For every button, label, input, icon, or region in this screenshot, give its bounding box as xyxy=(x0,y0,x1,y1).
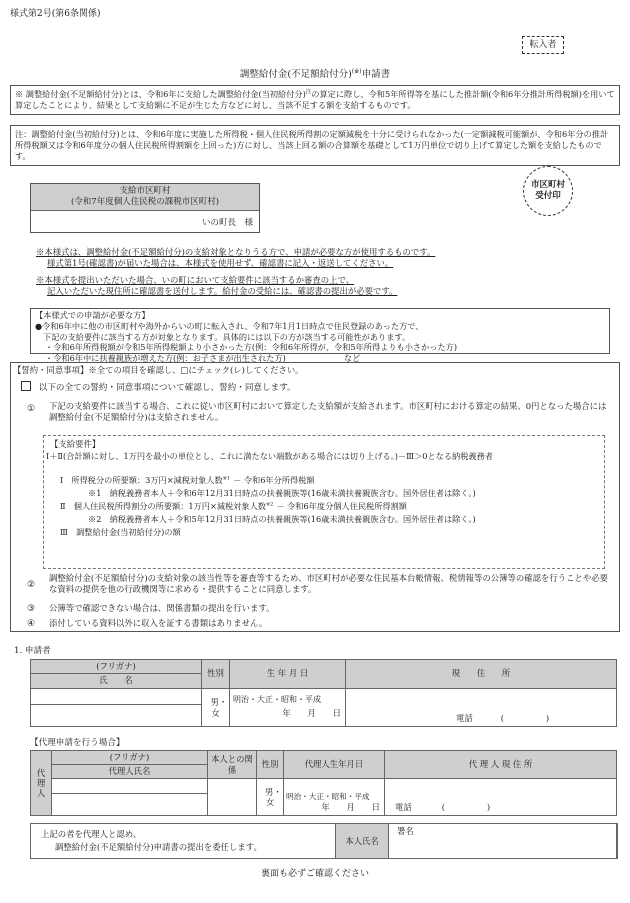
consent-checkbox[interactable] xyxy=(21,381,31,391)
transfer-badge: 転入者 xyxy=(522,36,564,54)
reception-stamp: 市区町村 受付印 xyxy=(523,166,573,216)
page-title: 調整給付金(不足額給付分)(※)申請書 xyxy=(239,68,391,81)
applicant-eligibility-box: 【本様式での申請が必要な方】 ●令和6年中に他の市区町村や海外からいの町に転入され、令和7年1月1日時点で住民登録のあった方で、 下記の支給要件に該当する方が対象となります。具体的には以下の方が該当する可能性があります。 ・令和6年所得税額が令和5年所得税額より小さかった方(例：令和6年所得が、令和5年所得よりも小さかった方) ・令和6年中に扶養親族が増えた方(例：お子さまが出生された方) など xyxy=(30,308,610,354)
consent-item-1: 下記の支給要件に該当する場合、これに従い市区町村において算定した支給額が支給されます。市区町村における算定の結果、0円となった場合には調整給付金(不足額給付分)は支給されません。 xyxy=(49,401,607,423)
agent-table: 代理人 (フリガナ) 本人との関係 性別 代理人生年月日 代 理 人 現 住 所 代理人氏名 男・女 明治・大正・昭和・平成 年 月 日 電話 ( ) xyxy=(30,750,617,816)
agent-furigana-input[interactable] xyxy=(52,779,208,794)
applicant-name-input[interactable] xyxy=(31,705,202,727)
form-number: 様式第2号(第6条関係) xyxy=(10,9,101,19)
principal-name-label: 本人氏名 xyxy=(335,823,389,859)
agent-relation-input[interactable] xyxy=(208,779,257,816)
consent-item-4: 添付している資料以外に収入を証する書類はありません。 xyxy=(49,618,268,628)
recipient-name: いの町長 様 xyxy=(201,218,253,228)
instructions: ※本様式は、調整給付金(不足額給付分)の支給対象となりうる方で、申請が必要な方が使用するものです。 様式第1号(確認書)が届いた場合は、本様式を使用せず、確認書に記入・返送してください。 ※本様式を提出いただいた場合、いの町において支給要件に該当するか審査の上で、 記入いただいた現住所に確認書を送付します。給付金の受給には、確認書の提出が必要です。 xyxy=(36,247,436,297)
agent-address-field[interactable]: 電話 ( ) xyxy=(385,779,617,816)
delegation-row: 上記の者を代理人と認め、 調整給付金(不足額給付分)申請書の提出を委任します。 本人氏名 署名 xyxy=(30,823,617,859)
applicant-address-field[interactable]: 電話 ( ) xyxy=(346,689,617,727)
applicant-section-title: 1. 申請者 xyxy=(14,646,51,656)
recipient-box xyxy=(30,183,260,233)
principal-signature-field[interactable]: 署名 xyxy=(389,823,618,859)
payment-requirements-box: 【支給要件】 Ⅰ＋Ⅱ(合計額に対し、1万円を最小の単位とし、これに満たない端数がある場合には切り上げる。)－Ⅲ＞0となる納税義務者 Ⅰ 所得税分の所要額：3万円×減税対象人数$^{※1}$ － 令和6年分所得税額 ※1 納税義務者本人＋令和6年12月31日時点の扶養親族等(16歳未満扶養親族含む。国外居住者は除く。) Ⅱ 個人住民税所得割分の所要額：1万円×減税対象人数$^{※2}$ － 令和6年度分個人住民税所得割額 ※2 納税義務者本人＋令和5年12月31日時点の扶養親族等(16歳未満扶養親族含む。国外居住者は除く。) Ⅲ 調整給付金(当初給付分)の額 xyxy=(43,435,605,569)
agent-name-input[interactable] xyxy=(52,794,208,816)
applicant-gender-field[interactable]: 男・女 xyxy=(202,689,230,727)
note-initial-payment: 注：調整給付金(当初給付分)とは、令和6年度に実施した所得税・個人住民税所得割の定額減税を十分に受けられなかった(一定額減税可能額が、令和6年分の推計所得税額又は令和6年度分の個人住民税所得割額を上回った)方に対し、当該上回る額の合算額を基礎として1万円単位で切り上げて算定した額を支給したものです。 xyxy=(10,125,620,166)
applicant-birthdate-field[interactable]: 明治・大正・昭和・平成 年 月 日 xyxy=(230,689,346,727)
applicant-table: (フリガナ) 性別 生 年 月 日 現 住 所 氏 名 男・女 明治・大正・昭和・平成 年 月 日 電話 ( ) xyxy=(30,659,617,727)
agent-section-title: 【代理申請を行う場合】 xyxy=(30,738,125,748)
recipient-taxation: (令和7年度個人住民税の課税市区町村) xyxy=(70,197,220,208)
agent-gender-field[interactable]: 男・女 xyxy=(257,779,284,816)
agent-birthdate-field[interactable]: 明治・大正・昭和・平成 年 月 日 xyxy=(284,779,385,816)
consent-section: 【誓約・同意事項】※全ての項目を確認し、□にチェック(レ)してください。 以下の全ての誓約・同意事項について確認し、誓約・同意します。 ① 下記の支給要件に該当する場合、これに従い市区町村において算定した支給額が支給されます。市区町村における算定の結果、0円となった場合には調整給付金(不足額給付分)は支給されません。 【支給要件】 Ⅰ＋Ⅱ(合計額に対し、1万円を最小の単位とし、これに満たない端数がある場合には切り上げる。)－Ⅲ＞0となる納税義務者 Ⅰ 所得税分の所要額：3万円×減税対象人数$^{※1}$ － 令和6年分所得税額 ※1 納税義務者本人＋令和6年12月31日時点の扶養親族等(16歳未満扶養親族含む。国外居住者は除く。) Ⅱ 個人住民税所得割分の所要額：1万円×減税対象人数$^{※2}$ － 令和6年度分個人住民税所得割額 ※2 納税義務者本人＋令和5年12月31日時点の扶養親族等(16歳未満扶養親族含む。国外居住者は除く。) Ⅲ 調整給付金(当初給付分)の額 ② 調整給付金(不足額給付分)の支給対象の該当性等を審査等するため、市区町村が必要な住民基本台帳情報、税情報等の公簿等の確認を行うことや必要な資料の提供を他の行政機関等に求める・提供することに同意します。 ③ 公簿等で確認できない場合は、関係書類の提出を行います。 ④ 添付している資料以外に収入を証する書類はありません。 xyxy=(10,362,620,632)
note-box: ※ 調整給付金(不足額給付分)とは、令和6年に支給した調整給付金(当初給付分)$^注$の算定に際し、令和5年所得等を基にした推計額(令和6年分推計所得税額)を用いて算定したことにより、結果として支給額に不足が生じた方などに対し、当該不足する額を支給するものです。 xyxy=(10,85,620,115)
applicant-furigana-input[interactable] xyxy=(31,689,202,705)
agent-side-label: 代理人 xyxy=(31,751,52,816)
consent-item-2: 調整給付金(不足額給付分)の支給対象の該当性等を審査等するため、市区町村が必要な住民基本台帳情報、税情報等の公簿等の確認を行うことや必要な資料の提供を他の行政機関等に求める・提供することに同意します。 xyxy=(49,573,608,595)
recipient-municipality: 支給市区町村 xyxy=(119,186,171,196)
consent-check-label: 以下の全ての誓約・同意事項について確認し、誓約・同意します。 xyxy=(38,383,296,393)
consent-title: 【誓約・同意事項】※全ての項目を確認し、□にチェック(レ)してください。 xyxy=(13,365,304,375)
footer-note: 裏面も必ずご確認ください xyxy=(260,869,369,879)
consent-item-3: 公簿等で確認できない場合は、関係書類の提出を行います。 xyxy=(49,603,275,613)
